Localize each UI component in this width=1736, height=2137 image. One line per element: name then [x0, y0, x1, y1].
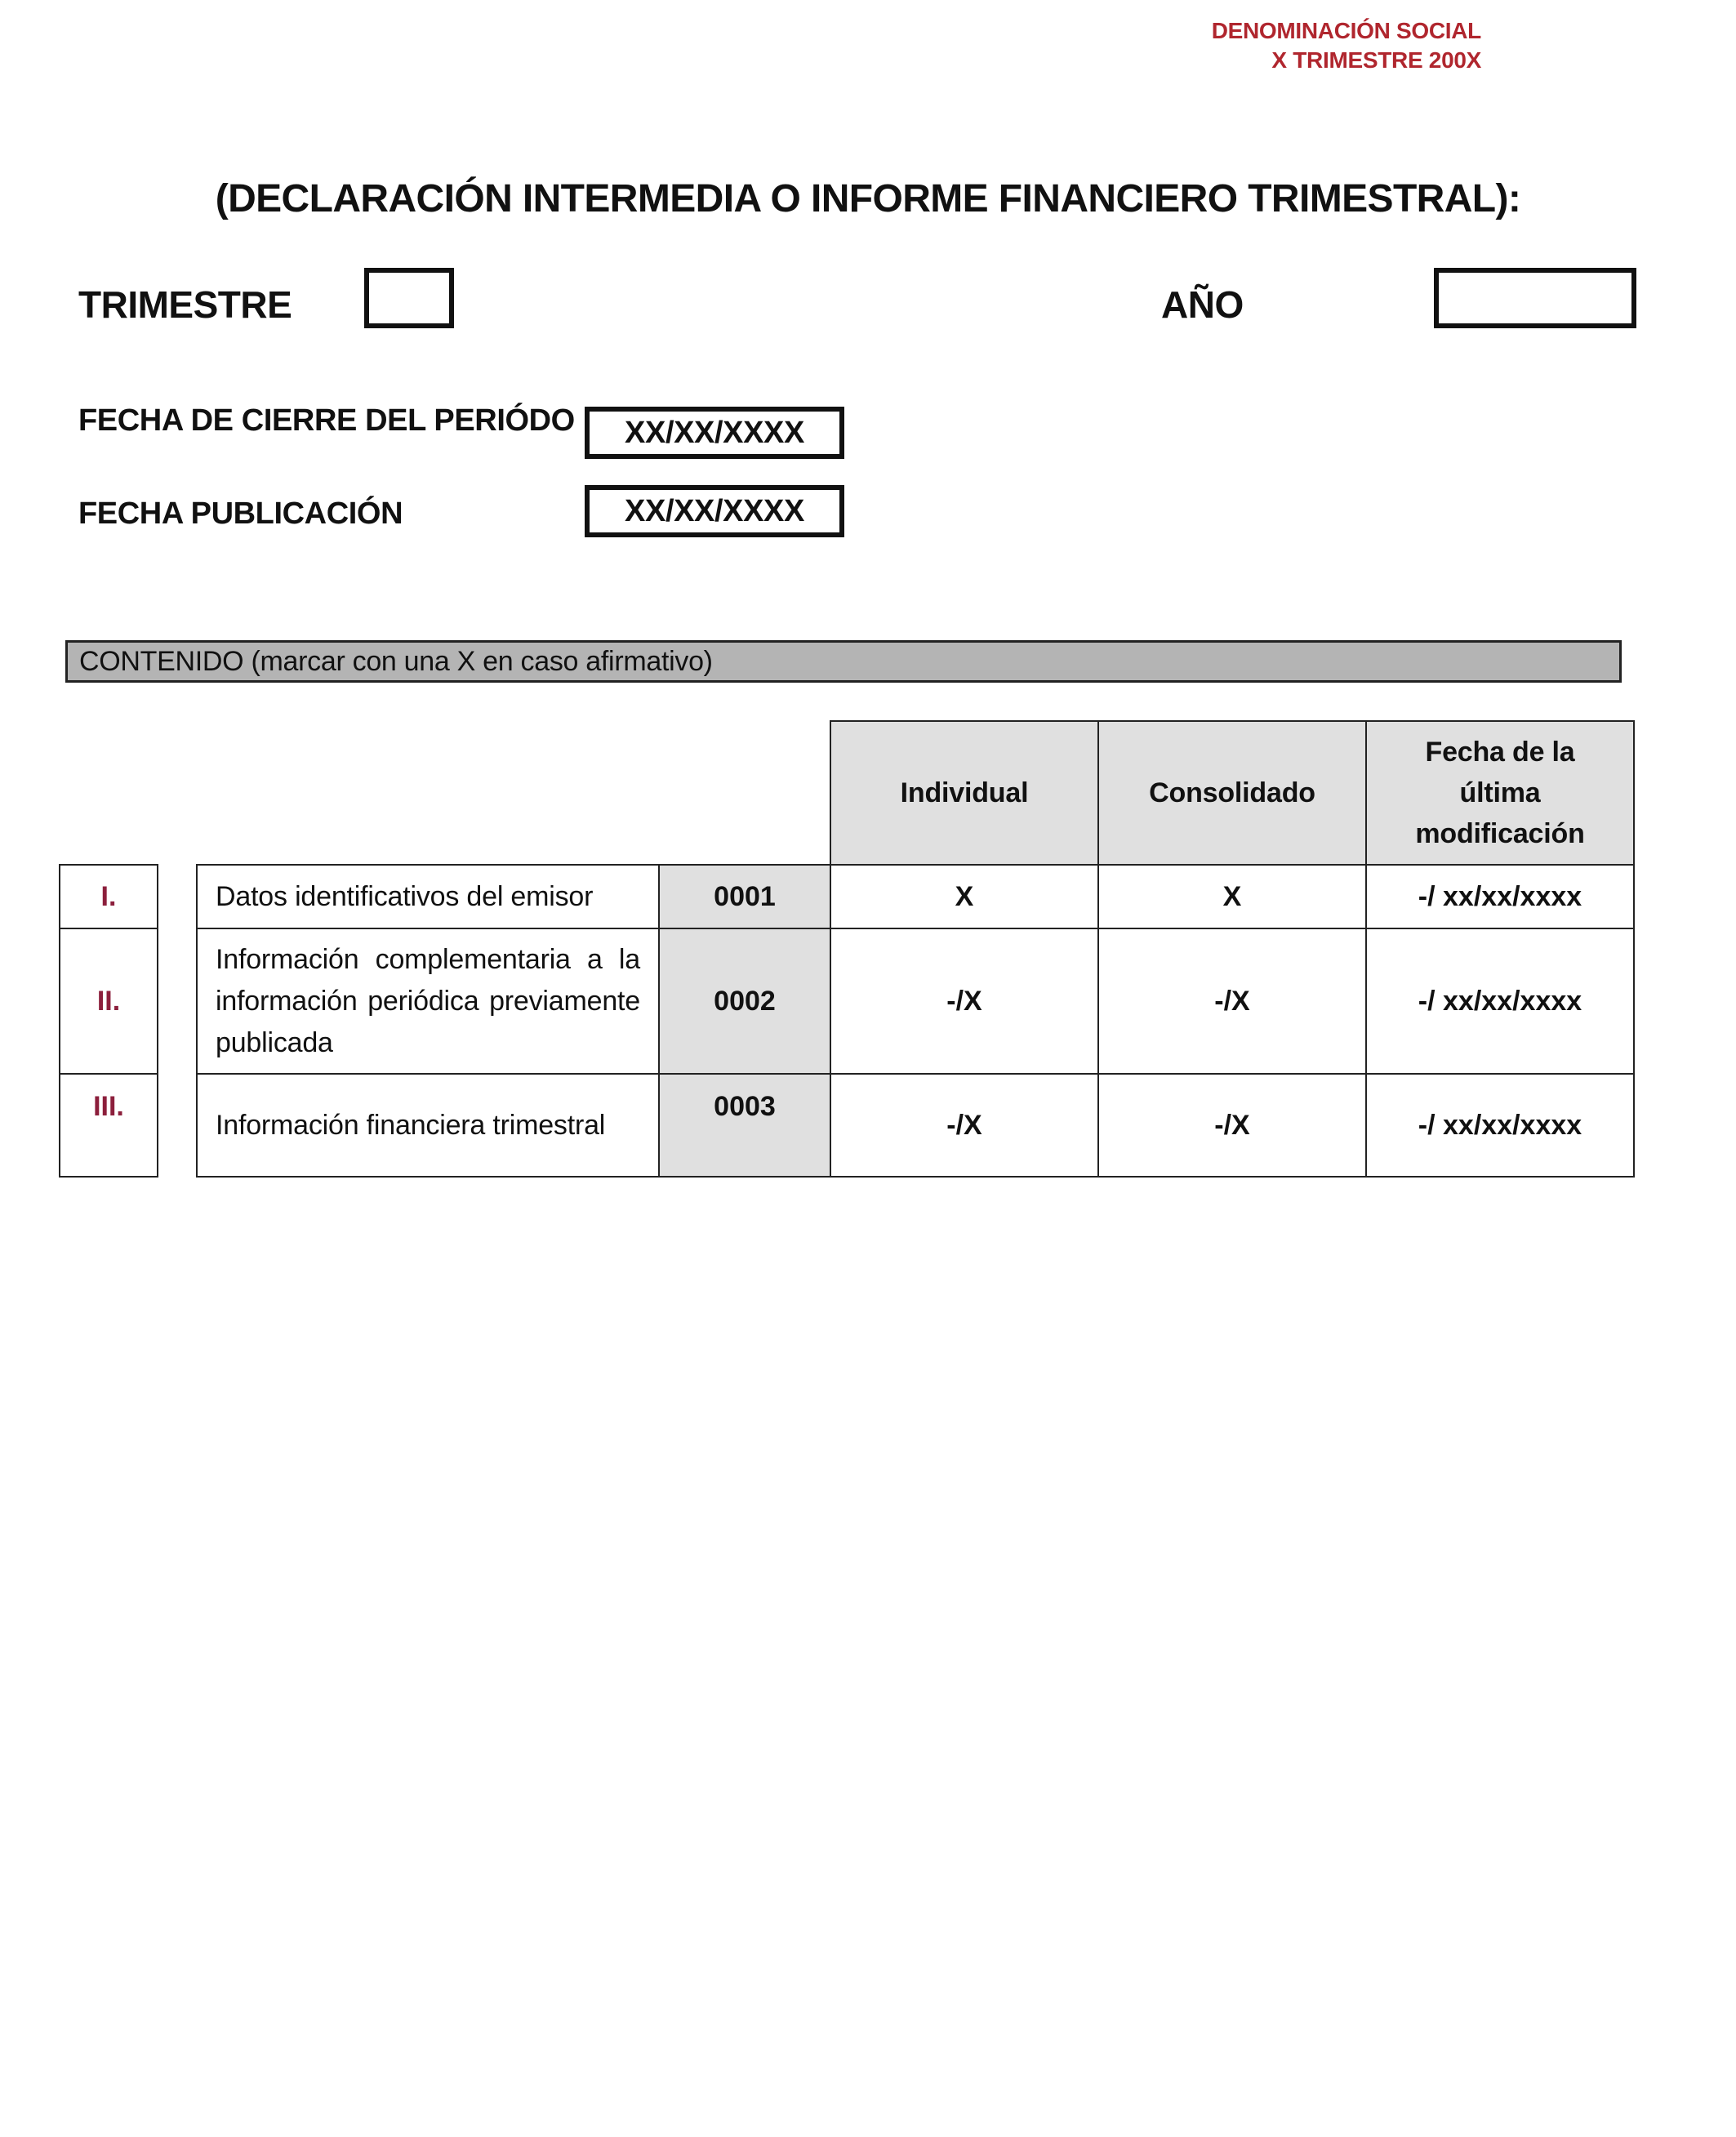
individual-cell[interactable]: -/X [830, 1073, 1099, 1178]
trimestre-label: TRIMESTRE [78, 283, 292, 326]
fecha-publicacion-value: XX/XX/XXXX [625, 493, 804, 528]
row-description: Datos identificativos del emisor [196, 864, 660, 929]
document-header [1212, 16, 1481, 75]
column-header-individual: Individual [830, 720, 1099, 866]
row-code: 0002 [658, 928, 831, 1075]
fecha-cierre-label: FECHA DE CIERRE DEL PERIÓDO [78, 403, 575, 438]
fecha-cell[interactable]: -/ xx/xx/xxxx [1365, 1073, 1635, 1178]
company-name: DENOMINACIÓN SOCIAL [1211, 18, 1481, 43]
fecha-cell[interactable]: -/ xx/xx/xxxx [1365, 928, 1635, 1075]
contenido-hint: (marcar con una X en caso afirmativo) [243, 646, 713, 677]
contenido-label: CONTENIDO [79, 646, 244, 677]
contenido-band [65, 640, 1622, 683]
row-code: 0001 [658, 864, 831, 929]
row-code: 0003 [658, 1073, 831, 1178]
fecha-cell[interactable]: -/ xx/xx/xxxx [1365, 864, 1635, 929]
document-title: (DECLARACIÓN INTERMEDIA O INFORME FINANCIERO TRIMESTRAL): [215, 177, 1521, 220]
consolidado-cell[interactable]: -/X [1097, 928, 1367, 1075]
column-header-consolidado: Consolidado [1097, 720, 1367, 866]
fecha-cierre-value: XX/XX/XXXX [625, 415, 804, 450]
ano-label: AÑO [1161, 283, 1244, 326]
column-header-fecha: Fecha de la última modificación [1365, 720, 1635, 866]
fecha-publicacion-label: FECHA PUBLICACIÓN [78, 496, 403, 531]
ano-field[interactable] [1434, 268, 1636, 328]
period-label: X TRIMESTRE 200X [1271, 47, 1481, 73]
individual-cell[interactable]: -/X [830, 928, 1099, 1075]
row-description: Información complementaria a la información periódica previamente publicada [196, 928, 660, 1075]
individual-cell[interactable]: X [830, 864, 1099, 929]
row-number: III. [59, 1073, 158, 1178]
fecha-cierre-field[interactable] [585, 407, 844, 459]
trimestre-field[interactable] [364, 268, 454, 328]
row-description: Información financiera trimestral [196, 1073, 660, 1178]
consolidado-cell[interactable]: -/X [1097, 1073, 1367, 1178]
fecha-publicacion-field[interactable] [585, 485, 844, 537]
row-number: I. [59, 864, 158, 929]
row-number: II. [59, 928, 158, 1075]
consolidado-cell[interactable]: X [1097, 864, 1367, 929]
